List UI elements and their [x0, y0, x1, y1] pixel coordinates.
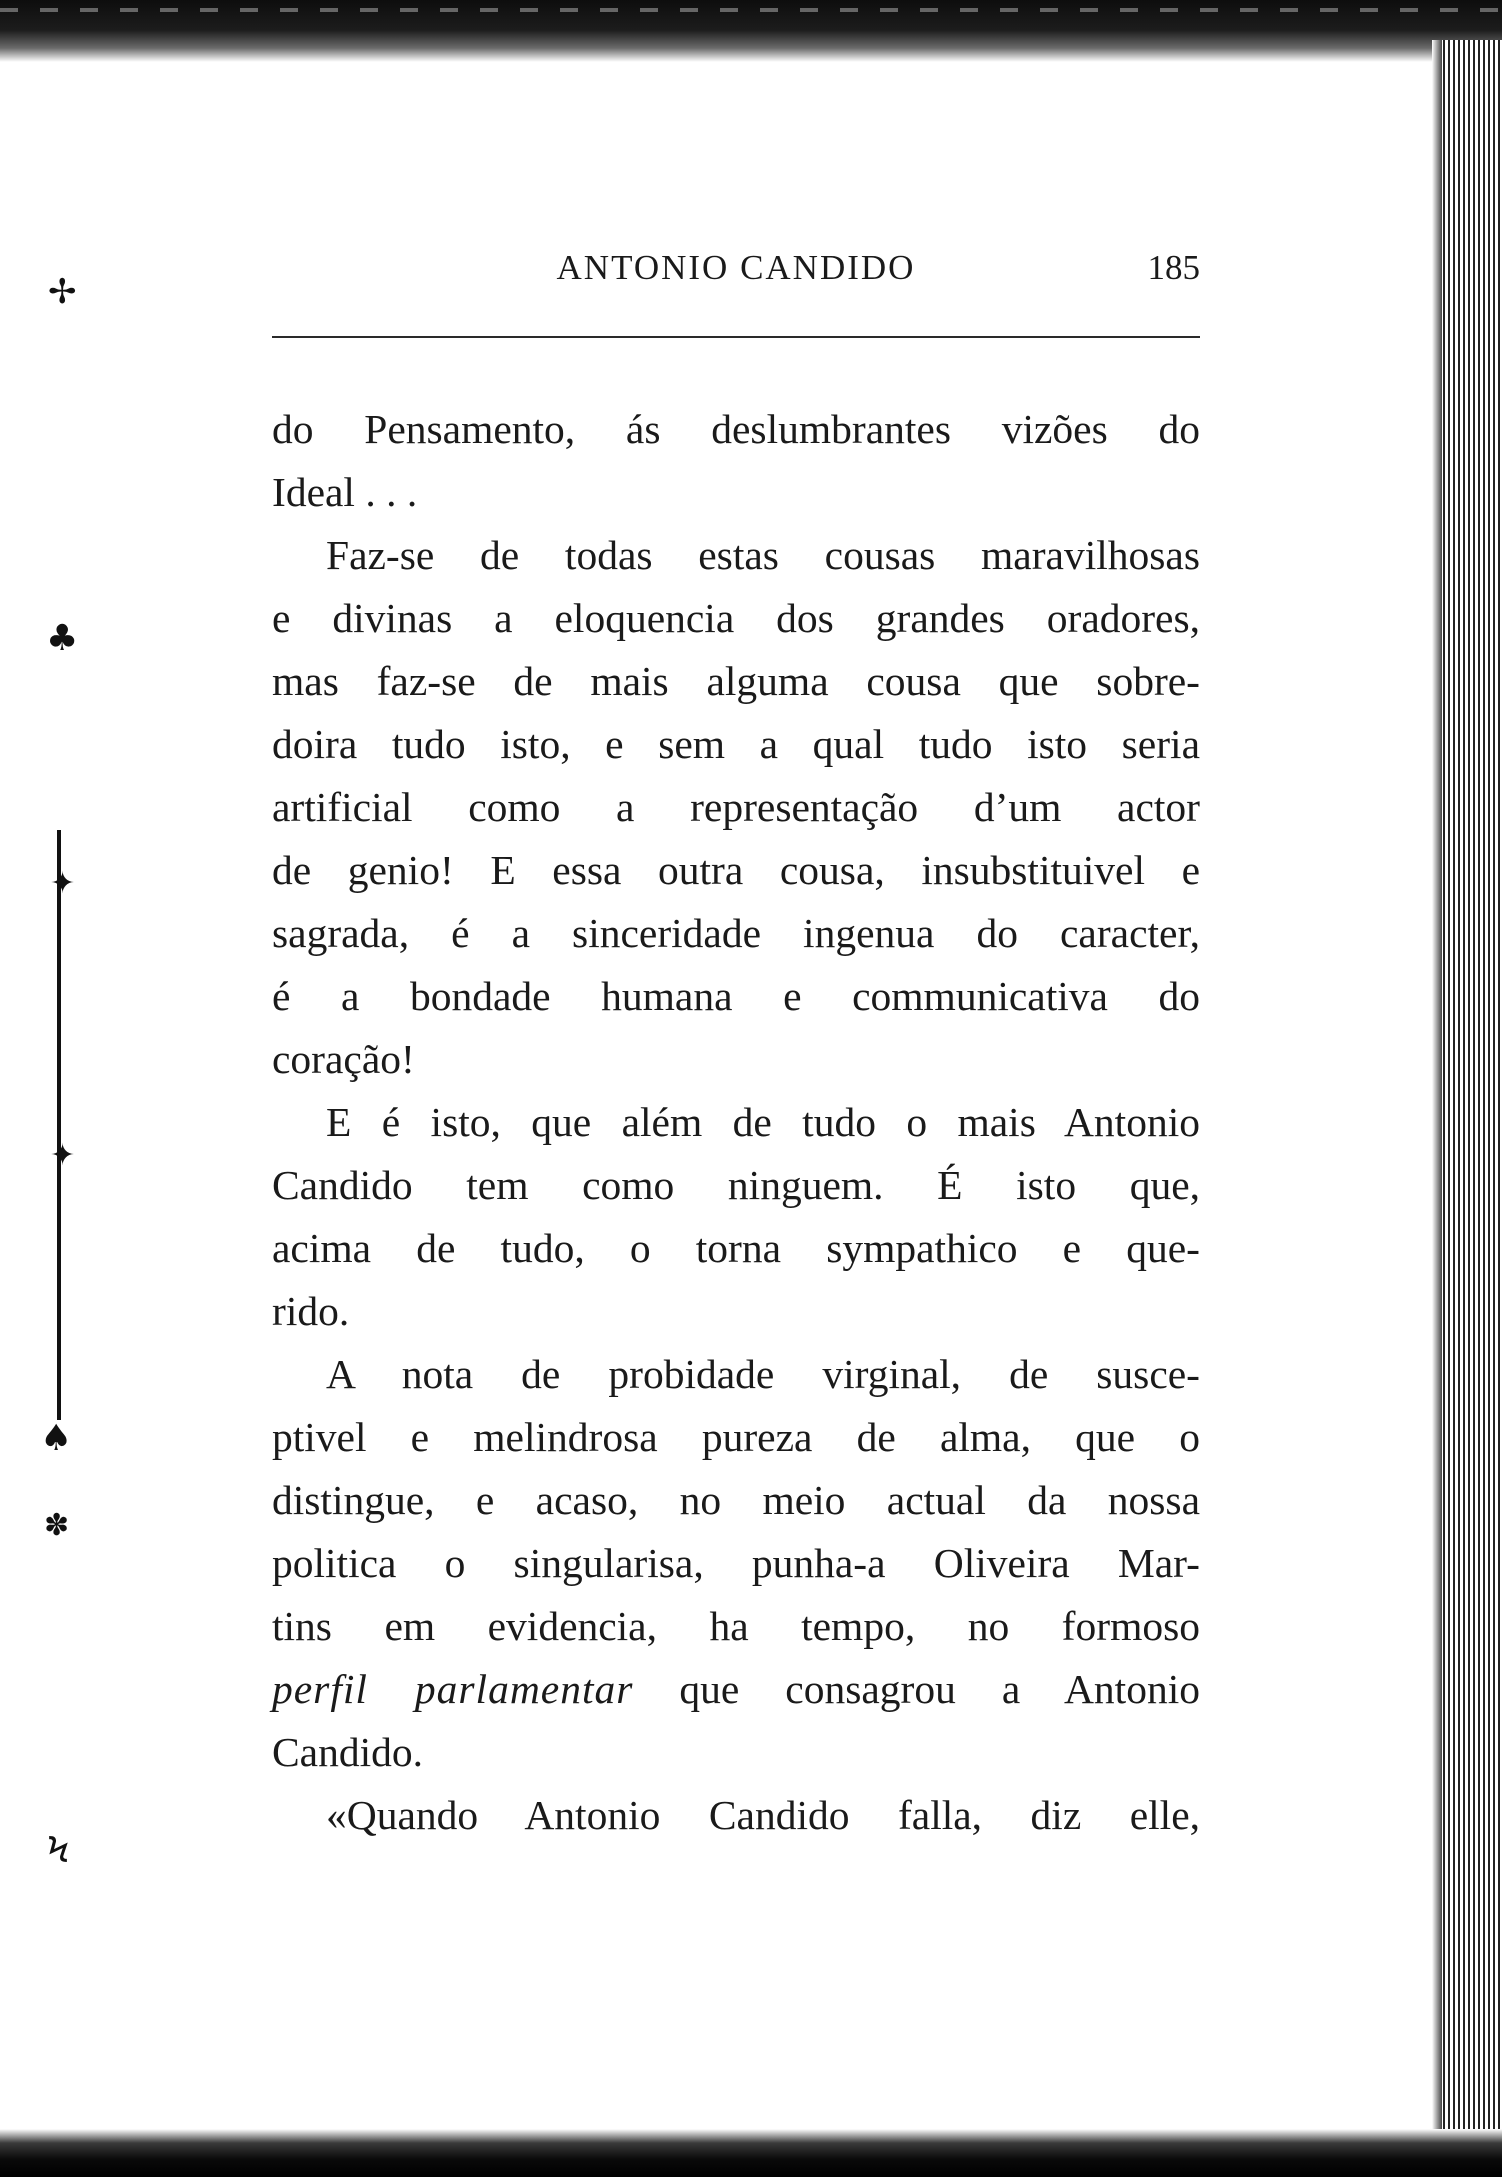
book-bottom-edge	[0, 2129, 1502, 2177]
text-line: mas faz-se de mais alguma cousa que sobre-	[272, 658, 1200, 704]
text-line: do Pensamento, ás deslumbrantes vizões do	[272, 406, 1200, 452]
text-line: rido.	[272, 1288, 350, 1334]
margin-mark-5: ♠	[40, 1418, 73, 1459]
italic-title: perfil parlamentar	[272, 1666, 634, 1712]
margin-mark-3: ✦	[50, 866, 76, 901]
text-line: doira tudo isto, e sem a qual tudo isto seria	[272, 721, 1200, 767]
text-line: de genio! E essa outra cousa, insubstituivel e	[272, 847, 1200, 893]
margin-mark-6: ✽	[44, 1508, 70, 1543]
text-line-rest: que consagrou a Antonio	[633, 1666, 1200, 1712]
text-line: ptivel e melindrosa pureza de alma, que o	[272, 1414, 1200, 1460]
running-head-title: ANTONIO CANDIDO	[556, 248, 916, 287]
text-line: Faz-se de todas estas cousas maravilhosas	[326, 532, 1200, 578]
text-line: Candido.	[272, 1729, 424, 1775]
margin-mark-7: Ϟ	[46, 1830, 70, 1871]
text-line: é a bondade humana e communicativa do	[272, 973, 1200, 1019]
text-line: e divinas a eloquencia dos grandes oradores,	[272, 595, 1200, 641]
page-number: 185	[1147, 248, 1200, 287]
text-line: acima de tudo, o torna sympathico e que-	[272, 1225, 1200, 1271]
margin-mark-2: ♣	[46, 618, 79, 659]
margin-vertical-line	[57, 830, 61, 1420]
text-line: Ideal . . .	[272, 469, 418, 515]
margin-mark-4: ✦	[50, 1138, 76, 1173]
body-text	[272, 398, 1200, 1847]
text-line: coração!	[272, 1036, 415, 1082]
text-line: Candido tem como ninguem. É isto que,	[272, 1162, 1200, 1208]
book-page-edges	[1440, 40, 1502, 2177]
text-line: A nota de probidade virginal, de susce-	[326, 1351, 1200, 1397]
text-line-with-italic	[272, 1658, 1200, 1721]
left-margin-marks	[0, 0, 110, 2177]
header-rule	[272, 336, 1200, 338]
text-line: artificial como a representação d’um actor	[272, 784, 1200, 830]
text-line: distingue, e acaso, no meio actual da nossa	[272, 1477, 1200, 1523]
text-line: sagrada, é a sinceridade ingenua do caracter,	[272, 910, 1200, 956]
running-head	[272, 248, 1200, 292]
margin-mark-1: ✢	[48, 272, 77, 312]
text-line: politica o singularisa, punha-a Oliveira Mar-	[272, 1540, 1200, 1586]
text-line: «Quando Antonio Candido falla, diz elle,	[326, 1792, 1200, 1838]
text-line: tins em evidencia, ha tempo, no formoso	[272, 1603, 1200, 1649]
text-line: E é isto, que além de tudo o mais Antonio	[326, 1099, 1200, 1145]
book-top-edge	[0, 0, 1502, 62]
